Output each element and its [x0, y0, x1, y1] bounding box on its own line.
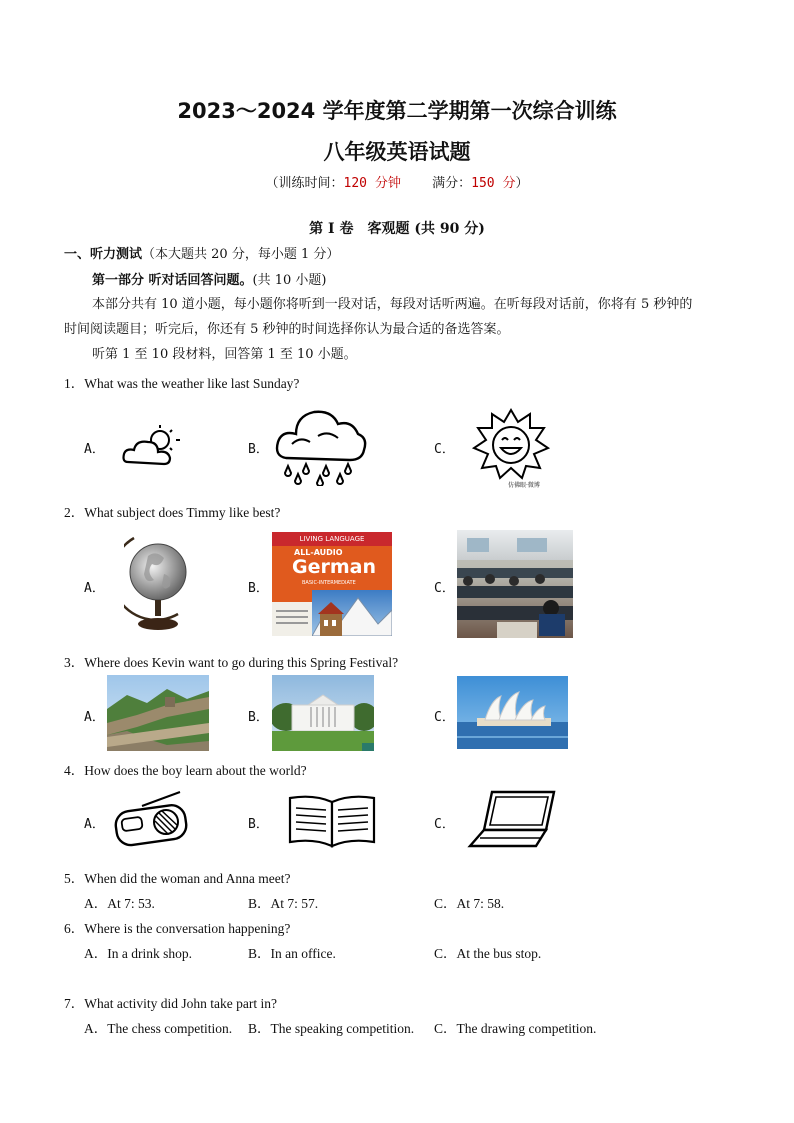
q2-option-b-letter: B． [248, 581, 269, 596]
question-4: 4．How does the boy learn about the world? [64, 763, 307, 778]
image-watermark: 仿佛眼·微博 [508, 482, 540, 489]
instruction-line-2: 时间阅读题目；听完后，你还有 5 秒钟的时间选择你认为最合适的备选答案。 [64, 322, 510, 337]
q5-option-c: C．At 7: 58. [434, 896, 505, 911]
q3-option-c-letter: C． [434, 710, 455, 725]
part1-note: (共 10 小题) [252, 273, 327, 288]
german-book-image [272, 532, 392, 636]
laptop-icon [466, 788, 558, 852]
part1-title: 第一部分 听对话回答问题。 [92, 273, 253, 288]
book-publisher: LIVING LANGUAGE [272, 532, 392, 546]
q2-option-c-letter: C． [434, 581, 455, 596]
part-title: 第 I 卷 客观题 (共 90 分) [309, 221, 485, 237]
q7-option-c: C．The drawing competition. [434, 1021, 597, 1036]
q6-option-a: A．In a drink shop. [84, 946, 192, 961]
sydney-opera-house-image [457, 676, 568, 749]
great-wall-image [107, 675, 209, 751]
exam-subtitle: 八年级英语试题 [323, 140, 471, 164]
q2-option-a-letter: A． [84, 581, 105, 596]
book-audio: ALL-AUDIO [294, 548, 343, 557]
close-paren: ） [515, 176, 529, 191]
part1-heading [92, 272, 326, 290]
question-2: 2．What subject does Timmy like best? [64, 505, 281, 520]
globe-image [124, 528, 190, 634]
q3-option-a-letter: A． [84, 710, 105, 725]
exam-info [0, 172, 794, 191]
time-value: 120 分钟 [343, 176, 401, 191]
q6-option-c: C．At the bus stop. [434, 946, 542, 961]
question-1: 1．What was the weather like last Sunday? [64, 376, 300, 391]
smiling-sun-icon [470, 406, 552, 482]
score-label: 满分： [432, 176, 472, 191]
q1-option-b-letter: B． [248, 442, 269, 457]
computer-lab-image [457, 530, 573, 638]
q3-option-b-letter: B． [248, 710, 269, 725]
instruction-line-1: 本部分共有 10 道小题，每小题你将听到一段对话，每段对话听两遍。在听每段对话前，你将有 5 秒钟的 [92, 297, 693, 312]
q4-option-a-letter: A． [84, 817, 105, 832]
q5-option-a: A．At 7: 53. [84, 896, 155, 911]
question-5: 5．When did the woman and Anna meet? [64, 871, 291, 886]
q7-option-a: A．The chess competition. [84, 1021, 233, 1036]
score-value: 150 分 [471, 176, 516, 191]
q5-option-b: B．At 7: 57. [248, 896, 319, 911]
question-3: 3．Where does Kevin want to go during this Spring Festival? [64, 655, 399, 670]
open-book-icon [286, 792, 378, 852]
book-level: BASIC-INTERMEDIATE [302, 580, 356, 586]
instruction-line-3: 听第 1 至 10 段材料，回答第 1 至 10 小题。 [92, 347, 357, 362]
radio-icon [112, 790, 192, 850]
q7-option-b: B．The speaking competition. [248, 1021, 415, 1036]
q1-option-a-letter: A． [84, 442, 105, 457]
q1-option-c-letter: C． [434, 442, 455, 457]
q4-option-c-letter: C． [434, 817, 455, 832]
question-7: 7．What activity did John take part in? [64, 996, 277, 1011]
rain-cloud-icon [272, 402, 368, 486]
white-house-image [272, 675, 374, 751]
listening-heading [64, 246, 339, 264]
book-language: German [292, 556, 376, 578]
q4-option-b-letter: B． [248, 817, 269, 832]
listening-note: （本大题共 20 分，每小题 1 分） [142, 247, 340, 262]
question-6: 6．Where is the conversation happening? [64, 921, 291, 936]
time-label: （训练时间： [265, 176, 344, 191]
partly-cloudy-icon [118, 422, 186, 470]
listening-title: 一、听力测试 [64, 247, 143, 262]
exam-title: 2023～2024 学年度第二学期第一次综合训练 [177, 99, 617, 123]
q6-option-b: B．In an office. [248, 946, 336, 961]
